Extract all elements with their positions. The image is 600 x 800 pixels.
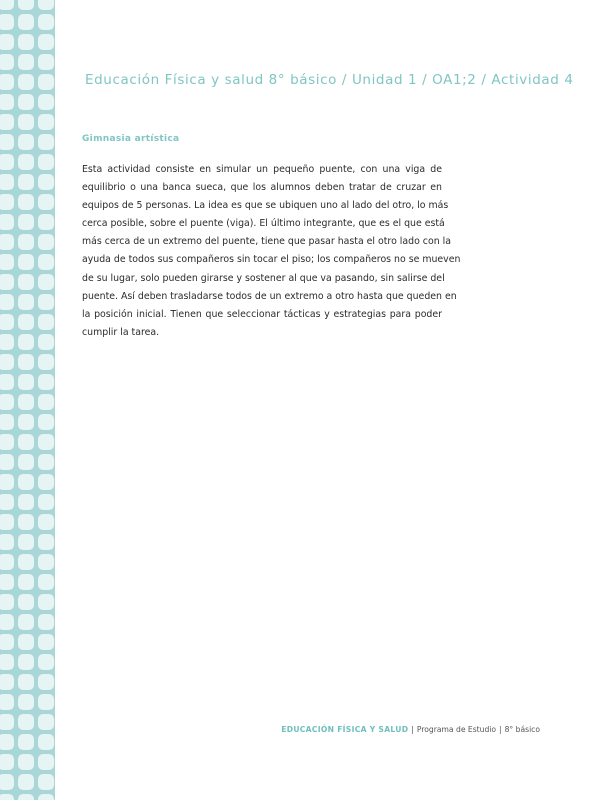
activity-description [82,161,461,342]
strip-tile [18,14,34,30]
strip-tile [18,214,34,230]
paragraph-line: cumplir la tarea. [82,326,160,338]
strip-tile [18,234,34,250]
strip-tile [0,74,14,90]
strip-tile [38,534,54,550]
strip-tile [38,494,54,510]
strip-tile [18,474,34,490]
strip-tile [0,474,14,490]
strip-tile [38,614,54,630]
strip-tile [0,694,14,710]
footer-separator: | [499,725,502,734]
strip-tile [0,214,14,230]
strip-tile [18,414,34,430]
strip-tile [0,414,14,430]
strip-tile [38,94,54,110]
strip-tile [38,0,54,10]
strip-tile [38,154,54,170]
strip-tile [38,774,54,790]
strip-tile [0,534,14,550]
strip-tile [18,174,34,190]
strip-tile [38,434,54,450]
strip-tile [0,154,14,170]
strip-tile [18,794,34,800]
paragraph-line: equilibrio o una banca sueca, que los alumnos deben tratar de cruzar en [82,182,442,194]
strip-tile [18,534,34,550]
strip-tile [0,234,14,250]
strip-tile [0,134,14,150]
strip-tile [18,434,34,450]
strip-tile [38,334,54,350]
decorative-side-strip [0,0,55,800]
strip-tile [18,594,34,610]
strip-tile [0,514,14,530]
strip-tile [18,354,34,370]
strip-tile [18,734,34,750]
strip-tile [0,0,14,10]
strip-tile [0,194,14,210]
strip-tile [38,674,54,690]
footer-subject: EDUCACIÓN FÍSICA Y SALUD [281,725,409,734]
strip-tile [0,794,14,800]
strip-tile [0,94,14,110]
strip-tile [18,0,34,10]
strip-tile [38,14,54,30]
strip-tile [18,334,34,350]
strip-tile [0,754,14,770]
strip-tile [18,634,34,650]
strip-tile [38,514,54,530]
strip-tile [38,574,54,590]
strip-tile [0,114,14,130]
strip-tile [0,774,14,790]
strip-tile [0,494,14,510]
strip-tile [38,394,54,410]
strip-tile [38,274,54,290]
paragraph-line: más cerca de un extremo del puente, tiene que pasar hasta el otro lado con la [82,236,451,248]
strip-tile [0,454,14,470]
strip-tile [0,334,14,350]
strip-tile [18,714,34,730]
strip-tile [0,314,14,330]
strip-tile [18,694,34,710]
strip-tile [38,314,54,330]
strip-tile [0,714,14,730]
strip-tile [18,494,34,510]
strip-tile [38,794,54,800]
paragraph-line: la posición inicial. Tienen que seleccionar tácticas y estrategias para poder [82,308,442,320]
page-title: Educación Física y salud 8° básico / Unidad 1 / OA1;2 / Actividad 4 [85,72,574,88]
strip-tile [0,374,14,390]
strip-tile [0,274,14,290]
strip-tile [38,654,54,670]
strip-tile [18,674,34,690]
strip-tile [0,394,14,410]
strip-tile [0,14,14,30]
paragraph-line: ayuda de todos sus compañeros sin tocar el piso; los compañeros no se mueven [82,254,461,266]
paragraph-line: cerca posible, sobre el puente (viga). El último integrante, que es el que está [82,218,445,230]
strip-tile [18,774,34,790]
strip-tile [0,614,14,630]
paragraph-line: puente. Así deben trasladarse todos de un extremo a otro hasta que queden en [82,290,457,302]
strip-tile [0,354,14,370]
strip-tile [38,54,54,70]
strip-tile [18,554,34,570]
strip-tile [38,234,54,250]
strip-tile [38,554,54,570]
strip-tile [18,94,34,110]
strip-tile [38,214,54,230]
strip-tile [0,54,14,70]
strip-tile [38,454,54,470]
strip-tile [38,414,54,430]
strip-tile [38,754,54,770]
strip-tile [38,134,54,150]
strip-tile [18,54,34,70]
strip-tile [18,294,34,310]
strip-tile [18,154,34,170]
paragraph-line: Esta actividad consiste en simular un pequeño puente, con una viga de [82,164,442,175]
strip-tile [38,474,54,490]
strip-tile [18,574,34,590]
strip-tile [38,354,54,370]
strip-tile [18,454,34,470]
strip-tile [0,174,14,190]
strip-tile [0,574,14,590]
footer-separator: | [411,725,414,734]
strip-tile [18,394,34,410]
page-footer [281,725,540,734]
strip-tile [38,34,54,50]
strip-tile [18,194,34,210]
paragraph-line: de su lugar, solo pueden girarse y sostener al que va pasando, sin salirse del [82,272,445,284]
paragraph-line: equipos de 5 personas. La idea es que se ubiquen uno al lado del otro, lo más [82,200,449,212]
strip-tile [18,74,34,90]
strip-tile [38,714,54,730]
strip-tile [0,294,14,310]
footer-grade: 8° básico [504,725,540,734]
strip-tile [38,374,54,390]
strip-tile [0,674,14,690]
section-heading: Gimnasia artística [82,134,180,144]
strip-tile [0,634,14,650]
strip-tile [18,754,34,770]
strip-tile [38,114,54,130]
strip-tile [38,254,54,270]
strip-tile [38,694,54,710]
strip-tile [38,294,54,310]
strip-tile [18,134,34,150]
footer-program: Programa de Estudio [416,725,497,734]
strip-tile [0,254,14,270]
strip-tile [18,114,34,130]
strip-tile [38,634,54,650]
strip-tile [38,594,54,610]
strip-tile [0,734,14,750]
strip-tile [38,174,54,190]
strip-tile [38,734,54,750]
strip-tile [38,194,54,210]
strip-tile [38,74,54,90]
strip-tile [18,254,34,270]
strip-tile [18,614,34,630]
strip-tile [0,434,14,450]
strip-tile [18,34,34,50]
strip-tile [18,274,34,290]
strip-tile [18,514,34,530]
strip-tile [0,594,14,610]
strip-tile [18,314,34,330]
strip-tile [0,554,14,570]
strip-tile [18,654,34,670]
strip-tile [0,654,14,670]
strip-tile [18,374,34,390]
strip-tile [0,34,14,50]
side-strip-pattern [0,0,54,800]
